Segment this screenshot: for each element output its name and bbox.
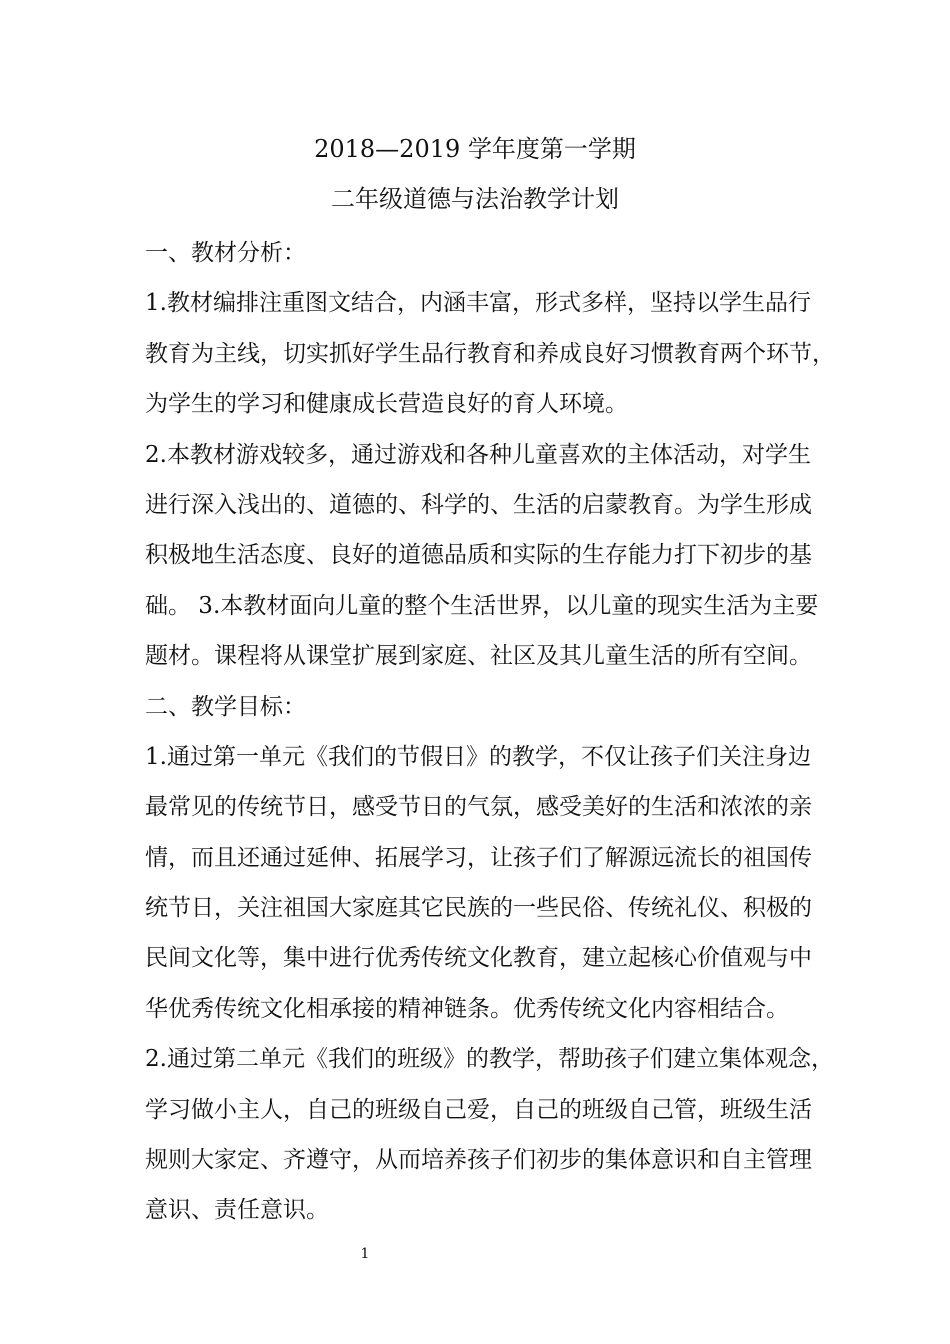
- paragraph-line: 意识、责任意识。: [145, 1197, 329, 1224]
- paragraph-line: 进行深入浅出的、道德的、科学的、生活的启蒙教育。为学生形成: [145, 491, 812, 518]
- paragraph-line: 民间文化等，集中进行优秀传统文化教育，建立起核心价值观与中: [145, 945, 812, 972]
- paragraph-line: 规则大家定、齐遵守，从而培养孩子们初步的集体意识和自主管理: [145, 1147, 812, 1174]
- document-body: [145, 228, 835, 1236]
- paragraph-line: 最常见的传统节日，感受节日的气氛，感受美好的生活和浓浓的亲: [145, 794, 812, 821]
- paragraph-line: 教育为主线，切实抓好学生品行教育和养成良好习惯教育两个环节，: [145, 340, 835, 367]
- paragraph-line: 华优秀传统文化相承接的精神链条。优秀传统文化内容相结合。: [145, 995, 789, 1022]
- section-heading-teaching-goals: 二、教学目标：: [145, 693, 306, 720]
- page-number: 1: [360, 1246, 370, 1262]
- section-heading-textbook-analysis: 一、教材分析：: [145, 240, 306, 266]
- document-title-plan: 二年级道德与法治教学计划: [331, 185, 619, 213]
- paragraph-line: 为学生的学习和健康成长营造良好的育人环境。: [145, 391, 628, 418]
- paragraph-line: 1.通过第一单元《我们的节假日》的教学，不仅让孩子们关注身边: [145, 743, 811, 770]
- paragraph-line: 础。 3.本教材面向儿童的整个生活世界，以儿童的现实生活为主要: [145, 592, 819, 619]
- paragraph-line: 统节日，关注祖国大家庭其它民族的一些民俗、传统礼仪、积极的: [145, 895, 812, 922]
- paragraph-line: 积极地生活态度、良好的道德品质和实际的生存能力打下初步的基: [145, 542, 812, 569]
- paragraph-line: 2.通过第二单元《我们的班级》的教学，帮助孩子们建立集体观念，: [145, 1046, 834, 1073]
- document-title-term: 2018—2019 学年度第一学期: [314, 135, 636, 163]
- paragraph-line: 情，而且还通过延伸、拓展学习，让孩子们了解源远流长的祖国传: [145, 844, 812, 871]
- paragraph-line: 1.教材编排注重图文结合，内涵丰富，形式多样，坚持以学生品行: [145, 290, 811, 317]
- paragraph-line: 题材。课程将从课堂扩展到家庭、社区及其儿童生活的所有空间。: [145, 643, 812, 670]
- paragraph-line: 2.本教材游戏较多，通过游戏和各种儿童喜欢的主体活动，对学生: [145, 441, 811, 468]
- paragraph-line: 学习做小主人，自己的班级自己爱，自己的班级自己管，班级生活: [145, 1096, 812, 1123]
